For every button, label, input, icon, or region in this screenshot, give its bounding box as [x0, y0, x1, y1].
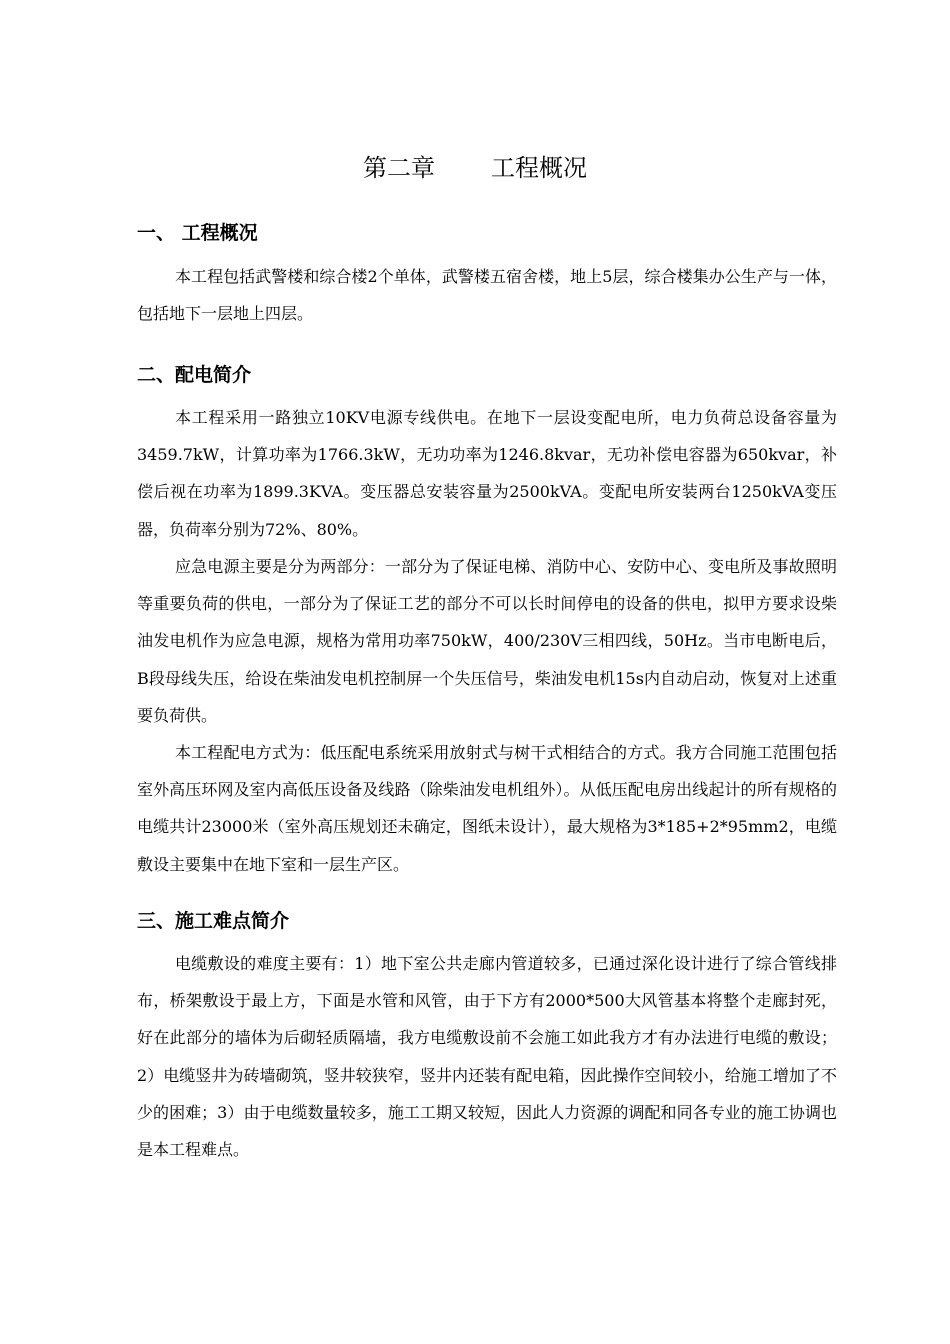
section-heading-power-distribution: 二、配电简介 — [137, 364, 252, 386]
section-heading-construction-difficulties: 三、施工难点简介 — [137, 910, 290, 932]
paragraph-overview: 本工程包括武警楼和综合楼2个单体，武警楼五宿舍楼，地上5层，综合楼集办公生产与一体，包括地下一层地上四层。 — [137, 267, 837, 324]
paragraph-distribution-method: 本工程配电方式为：低压配电系统采用放射式与树干式相结合的方式。我方合同施工范围包括室外高压环网及室内高低压设备及线路（除柴油发电机组外）。从低压配电房出线起计的所有规格的电缆共计23000米（室外高压规划还未确定，图纸未设计），最大规格为3*185+2*95mm2，电缆敷设主要集中在地下室和一层生产区。 — [137, 743, 837, 874]
chapter-name: 工程概况 — [491, 154, 587, 182]
paragraph-emergency-power: 应急电源主要是分为两部分：一部分为了保证电梯、消防中心、安防中心、变电所及事故照明等重要负荷的供电，一部分为了保证工艺的部分不可以长时间停电的设备的供电，拟甲方要求设柴油发电机作为应急电源，规格为常用功率750kW，400/230V三相四线，50Hz。当市电断电后，B段母线失压，给设在柴油发电机控制屏一个失压信号，柴油发电机15s内自动启动，恢复对上述重要负荷供。 — [137, 557, 837, 725]
chapter-title — [0, 150, 950, 186]
chapter-number: 第二章 — [363, 154, 435, 182]
section-heading-overview: 一、 工程概况 — [137, 222, 258, 244]
paragraph-power-supply: 本工程采用一路独立10KV电源专线供电。在地下一层设变配电所，电力负荷总设备容量为3459.7kW，计算功率为1766.3kW，无功功率为1246.8kvar，无功补偿电容器为650kvar，补偿后视在功率为1899.3KVA。变压器总安装容量为2500kVA。变配电所安装两台1250kVA变压器，负荷率分别为72%、80%。 — [137, 408, 837, 539]
paragraph-difficulties: 电缆敷设的难度主要有：1）地下室公共走廊内管道较多，已通过深化设计进行了综合管线排布，桥架敷设于最上方，下面是水管和风管，由于下方有2000*500大风管基本将整个走廊封死，好在此部分的墙体为后砌轻质隔墙，我方电缆敷设前不会施工如此我方才有办法进行电缆的敷设；2）电缆竖井为砖墙砌筑，竖井较狭窄，竖井内还装有配电箱，因此操作空间较小，给施工增加了不少的困难；3）由于电缆数量较多，施工工期又较短，因此人力资源的调配和同各专业的施工协调也是本工程难点。 — [137, 954, 837, 1160]
